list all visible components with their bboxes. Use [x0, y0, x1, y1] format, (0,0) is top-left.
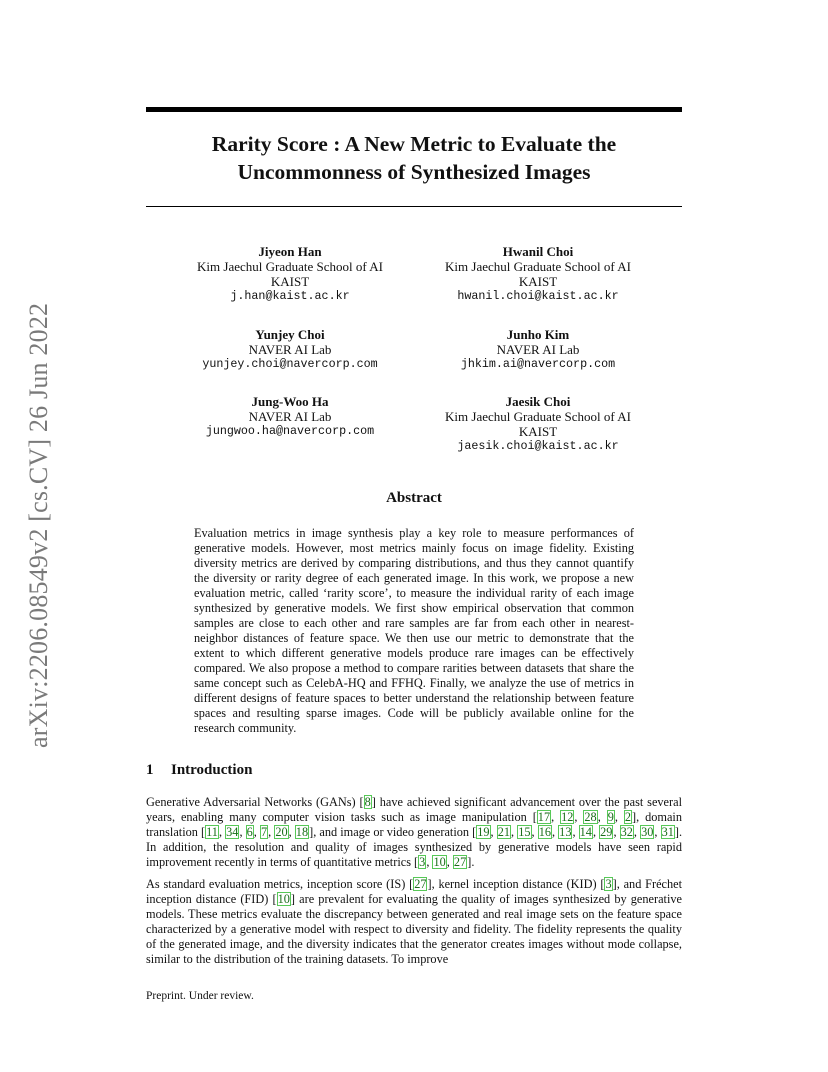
citation-link[interactable]: 8	[364, 795, 371, 809]
citation-link[interactable]: 10	[277, 892, 290, 906]
paragraph-text: ]. In addition, the resolution and quality of images synthesized by generative models have seen rapid improvement recently in terms of quantitative metrics [	[146, 825, 683, 869]
author-name: Yunjey Choi	[255, 327, 325, 342]
author-affiliation: NAVER AI Lab	[248, 409, 332, 424]
citation-link[interactable]: 14	[579, 825, 592, 839]
citation-link[interactable]: 3	[419, 855, 426, 869]
citation-link[interactable]: 6	[246, 825, 253, 839]
author-block	[180, 244, 400, 304]
citation-link[interactable]: 12	[561, 810, 574, 824]
author-name: Jaesik Choi	[505, 394, 571, 409]
author-affiliation: NAVER AI Lab	[496, 342, 580, 357]
intro-paragraph-2: As standard evaluation metrics, inception score (IS) [27], kernel inception distance (KID) [3], and Fréchet inception distance (FID) [10] are prevalent for evaluating the quality of images synthesized by generative models. These metrics evaluate the discrepancy between generated and real image sets on the feature space characterized by a generative model with respect to diversity and fidelity. The fidelity represents the quality of the generated image, and the diversity indicates that the generator creates images without mode collapse, similar to the distribution of the training datasets. To improve	[146, 877, 683, 966]
citation-link[interactable]: 27	[453, 855, 467, 869]
paragraph-text: , kernel inception distance (KID)	[431, 877, 601, 891]
footer-note: Preprint. Under review.	[146, 990, 254, 1002]
paper-title	[146, 130, 682, 186]
author-affiliation: KAIST	[518, 424, 558, 439]
paragraph-text: Generative Adversarial Networks (GANs)	[146, 795, 360, 809]
author-affiliation: NAVER AI Lab	[248, 342, 332, 357]
author-block	[428, 394, 648, 454]
section-heading	[146, 762, 252, 779]
citation-link[interactable]: 18	[295, 825, 309, 839]
author-email[interactable]: hwanil.choi@kaist.ac.kr	[457, 289, 619, 303]
citation-link[interactable]: 16	[538, 825, 551, 839]
author-affiliation: KAIST	[270, 274, 310, 289]
abstract-text: Evaluation metrics in image synthesis play a key role to measure performances of generative models. However, most metrics mainly focus on image fidelity. Existing diversity metrics are derived by comparing distributions, and thus they cannot quantify the diversity or rarity degree of each generated image. In this work, we propose a new evaluation metric, called ‘rarity score’, to measure the individual rarity of each image synthesized by generative models. We first show empirical observation that common samples are close to each other and rare samples are far from each other in nearest-neighbor distances of feature space. We then use our metric to demonstrate that the extent to which different generative models produce rare images can be effectively compared. We also propose a method to compare rarities between datasets that share the same concept such as CelebA-HQ and FFHQ. Finally, we analyze the use of metrics in different designs of feature spaces to better understand the relationship between feature spaces and resulting sparse images. Code will be publicly available online for the research community.	[194, 526, 634, 735]
author-affiliation: Kim Jaechul Graduate School of AI	[197, 259, 383, 274]
citation-link[interactable]: 29	[600, 825, 613, 839]
citation-link[interactable]: 7	[260, 825, 268, 839]
paragraph-text: As standard evaluation metrics, inception score (IS)	[146, 877, 410, 891]
citation-link[interactable]: 11	[206, 825, 218, 839]
author-block	[428, 327, 648, 372]
paragraph-text: ], domain translation [	[146, 810, 682, 839]
section-title: Introduction	[171, 762, 253, 778]
author-block	[428, 244, 648, 304]
section-number: 1	[146, 762, 154, 778]
author-email[interactable]: yunjey.choi@navercorp.com	[202, 357, 378, 371]
citation-link[interactable]: 32	[620, 825, 633, 839]
title-line-2: Uncommonness of Synthesized Images	[237, 160, 591, 184]
citation-link[interactable]: 15	[518, 825, 531, 839]
citation-link[interactable]: 9	[607, 810, 614, 824]
citation-link[interactable]: 28	[584, 810, 597, 824]
author-name: Hwanil Choi	[502, 244, 574, 259]
author-name: Jung-Woo Ha	[251, 394, 329, 409]
citation-link[interactable]: 3	[605, 877, 612, 891]
citation-link[interactable]: 31	[661, 825, 674, 839]
author-email[interactable]: jungwoo.ha@navercorp.com	[205, 424, 375, 438]
arxiv-stamp: arXiv:2206.08549v2 [cs.CV] 26 Jun 2022	[24, 302, 53, 748]
citation-group: 11, 34, 6, 7, 20, 18	[206, 825, 309, 839]
abstract-heading: Abstract	[386, 490, 442, 506]
paragraph-text: ], and image or video generation [	[309, 825, 477, 839]
author-name: Jiyeon Han	[258, 244, 322, 259]
author-affiliation: Kim Jaechul Graduate School of AI	[445, 259, 631, 274]
citation-link[interactable]: 20	[275, 825, 288, 839]
citation-link[interactable]: 27	[414, 877, 427, 891]
paragraph-text: have achieved significant advancement over the past several years, enabling many computer vision tasks such as image manipulation [	[146, 795, 682, 824]
citation-link[interactable]: 10	[433, 855, 446, 869]
citation-link[interactable]: 30	[641, 825, 654, 839]
citation-link[interactable]: 34	[226, 825, 239, 839]
citation-link[interactable]: 13	[559, 825, 572, 839]
author-affiliation: KAIST	[518, 274, 558, 289]
author-email[interactable]: jhkim.ai@navercorp.com	[460, 357, 616, 371]
citation-group: 19, 21, 15, 16, 13, 14, 29, 32, 30, 31	[477, 825, 674, 839]
citation-link[interactable]: 17	[537, 810, 551, 824]
citation-link[interactable]: 19	[477, 825, 490, 839]
author-affiliation: Kim Jaechul Graduate School of AI	[445, 409, 631, 424]
author-email[interactable]: j.han@kaist.ac.kr	[230, 289, 350, 303]
paragraph-text: ].	[467, 855, 475, 869]
citation-group: 17, 12, 28, 9, 2	[537, 810, 631, 824]
title-line-1: Rarity Score : A New Metric to Evaluate the	[211, 132, 617, 156]
paragraph-text: are prevalent for evaluating the quality of images synthesized by generative models. These metrics evaluate the discrepancy between generated and real image sets on the feature space characterized by a generative model with respect to diversity and fidelity. The fidelity represents the quality of the generated image, and the diversity indicates that the generator creates images without mode collapse, similar to the distribution of the training datasets. To improve	[146, 892, 682, 966]
citation-link[interactable]: 21	[497, 825, 511, 839]
citation-link[interactable]: 2	[624, 810, 631, 824]
intro-paragraph-1: Generative Adversarial Networks (GANs) [8] have achieved significant advancement over the past several years, enabling many computer vision tasks such as image manipulation [17, 12, 28, 9, 2], domain translation [11, 34, 6, 7, 20, 18], and image or video generation [19, 21, 15, 16, 13, 14, 29, 32, 30, 31]. In addition, the resolution and quality of images synthesized by generative models have seen rapid improvement recently in terms of quantitative metrics [3, 10, 27].	[146, 795, 683, 869]
author-email[interactable]: jaesik.choi@kaist.ac.kr	[457, 439, 619, 453]
author-block	[180, 394, 400, 439]
paragraph-text: , and Fréchet inception distance (FID)	[146, 877, 683, 906]
author-block	[180, 327, 400, 372]
title-top-rule	[146, 107, 682, 112]
author-name: Junho Kim	[506, 327, 570, 342]
citation-group: 3, 10, 27	[419, 855, 467, 869]
title-bottom-rule	[146, 206, 682, 207]
